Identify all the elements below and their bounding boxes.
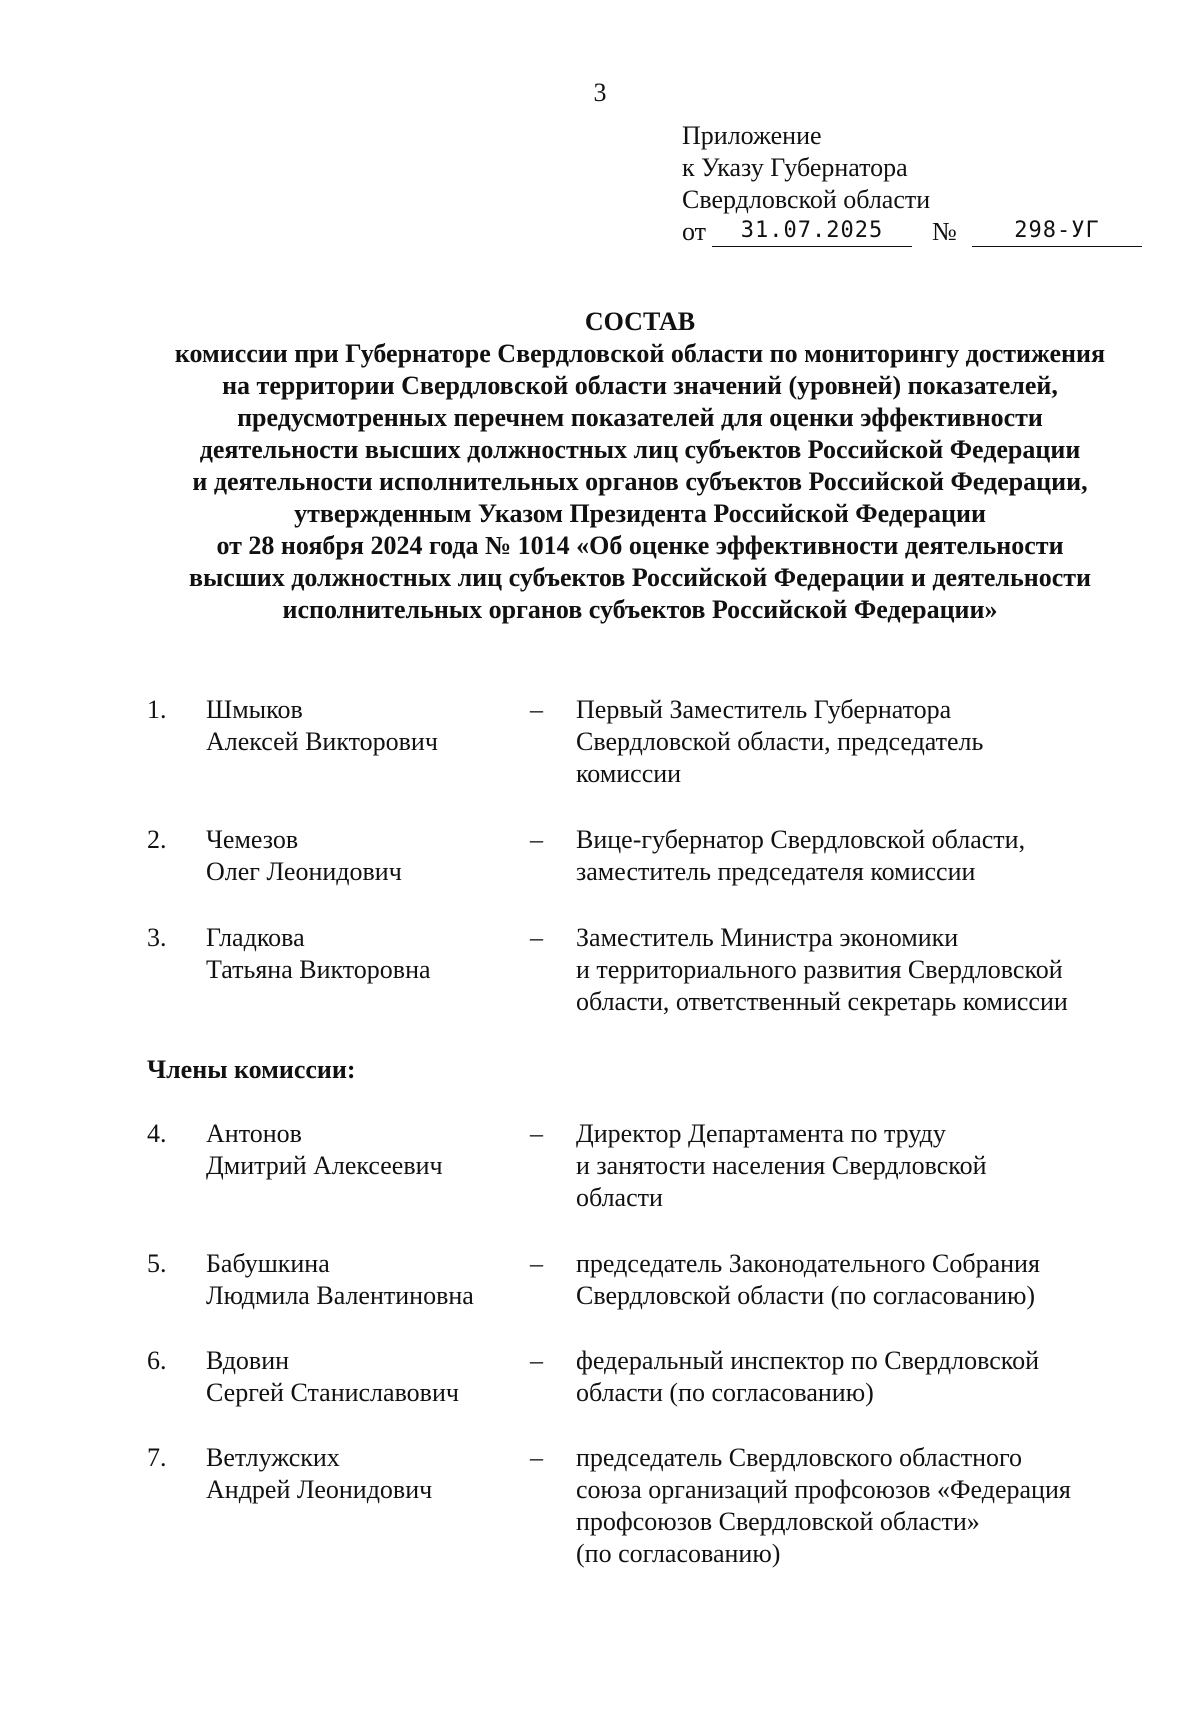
- name-line: Чемезов: [206, 825, 299, 854]
- decree-date: 31.07.2025: [712, 216, 912, 247]
- appendix-line: Свердловской области: [682, 185, 931, 214]
- entry-dash: –: [530, 825, 543, 854]
- position-line: Свердловской области, председатель: [576, 727, 984, 756]
- title-line: предусмотренных перечнем показателей для оценки эффективности: [237, 403, 1043, 432]
- title-line: деятельности высших должностных лиц субъектов Российской Федерации: [199, 435, 1081, 464]
- appendix-date-row: [682, 216, 1162, 250]
- position-line: Вице-губернатор Свердловской области,: [576, 825, 1026, 854]
- entry-position: [576, 824, 1136, 888]
- position-line: председатель Законодательного Собрания: [576, 1249, 1040, 1278]
- appendix-block: [682, 120, 1162, 250]
- document-title: [120, 306, 1160, 626]
- entry-name: [206, 1442, 432, 1506]
- title-line: комиссии при Губернаторе Свердловской области по мониторингу достижения: [174, 339, 1106, 368]
- position-line: Заместитель Министра экономики: [576, 923, 959, 952]
- entry-number: 3.: [147, 923, 167, 952]
- decree-number: 298-УГ: [972, 216, 1142, 247]
- position-line: Свердловской области (по согласованию): [576, 1281, 1036, 1310]
- entry-position: [576, 1118, 1136, 1214]
- entry-position: [576, 694, 1136, 790]
- name-line: Андрей Леонидович: [206, 1475, 433, 1504]
- page-number: 3: [593, 78, 607, 107]
- entry-number: 5.: [147, 1249, 167, 1278]
- position-line: профсоюзов Свердловской области»: [576, 1507, 980, 1536]
- number-prefix: №: [932, 217, 957, 246]
- title-main: СОСТАВ: [584, 307, 696, 336]
- name-line: Дмитрий Алексеевич: [206, 1151, 443, 1180]
- name-line: Антонов: [206, 1119, 302, 1148]
- title-line: высших должностных лиц субъектов Российской Федерации и деятельности: [188, 563, 1092, 592]
- position-line: и занятости населения Свердловской: [576, 1151, 987, 1180]
- position-line: области (по согласованию): [576, 1378, 874, 1407]
- name-line: Гладкова: [206, 923, 305, 952]
- entry-number: 2.: [147, 825, 167, 854]
- entry-name: [206, 922, 431, 986]
- name-line: Вдовин: [206, 1346, 290, 1375]
- appendix-line: к Указу Губернатора: [682, 153, 908, 182]
- entry-dash: –: [530, 1443, 543, 1472]
- position-line: комиссии: [576, 759, 682, 788]
- entry-dash: –: [530, 1346, 543, 1375]
- name-line: Татьяна Викторовна: [206, 955, 431, 984]
- entry-name: [206, 1345, 459, 1409]
- name-line: Олег Леонидович: [206, 857, 402, 886]
- title-line: исполнительных органов субъектов Российской Федерации»: [282, 595, 998, 624]
- position-line: области, ответственный секретарь комиссии: [576, 987, 1068, 1016]
- position-line: Директор Департамента по труду: [576, 1119, 946, 1148]
- entry-name: [206, 1118, 443, 1182]
- members-heading: Члены комиссии:: [147, 1055, 356, 1084]
- title-line: и деятельности исполнительных органов субъектов Российской Федерации,: [192, 467, 1088, 496]
- entry-dash: –: [530, 1249, 543, 1278]
- position-line: председатель Свердловского областного: [576, 1443, 1023, 1472]
- position-line: Первый Заместитель Губернатора: [576, 695, 952, 724]
- entry-position: [576, 1345, 1136, 1409]
- position-line: союза организаций профсоюзов «Федерация: [576, 1475, 1071, 1504]
- entry-dash: –: [530, 695, 543, 724]
- entry-number: 4.: [147, 1119, 167, 1148]
- entry-position: [576, 1248, 1136, 1312]
- position-line: (по согласованию): [576, 1539, 781, 1568]
- name-line: Шмыков: [206, 695, 303, 724]
- entry-name: [206, 694, 438, 758]
- entry-number: 7.: [147, 1443, 167, 1472]
- name-line: Бабушкина: [206, 1249, 330, 1278]
- title-line: от 28 ноября 2024 года № 1014 «Об оценке эффективности деятельности: [216, 531, 1064, 560]
- name-line: Ветлужских: [206, 1443, 340, 1472]
- entry-number: 1.: [147, 695, 167, 724]
- title-line: утвержденным Указом Президента Российской Федерации: [294, 499, 986, 528]
- name-line: Сергей Станиславович: [206, 1378, 459, 1407]
- name-line: Людмила Валентиновна: [206, 1281, 474, 1310]
- entry-dash: –: [530, 1119, 543, 1148]
- title-line: на территории Свердловской области значений (уровней) показателей,: [222, 371, 1058, 400]
- entry-position: [576, 922, 1136, 1018]
- position-line: федеральный инспектор по Свердловской: [576, 1346, 1040, 1375]
- entry-name: [206, 1248, 474, 1312]
- name-line: Алексей Викторович: [206, 727, 438, 756]
- entry-name: [206, 824, 402, 888]
- date-prefix: от: [682, 217, 707, 246]
- entry-position: [576, 1442, 1136, 1570]
- position-line: области: [576, 1183, 663, 1212]
- appendix-line: Приложение: [682, 121, 822, 150]
- entry-number: 6.: [147, 1346, 167, 1375]
- position-line: и территориального развития Свердловской: [576, 955, 1063, 984]
- entry-dash: –: [530, 923, 543, 952]
- position-line: заместитель председателя комиссии: [576, 857, 976, 886]
